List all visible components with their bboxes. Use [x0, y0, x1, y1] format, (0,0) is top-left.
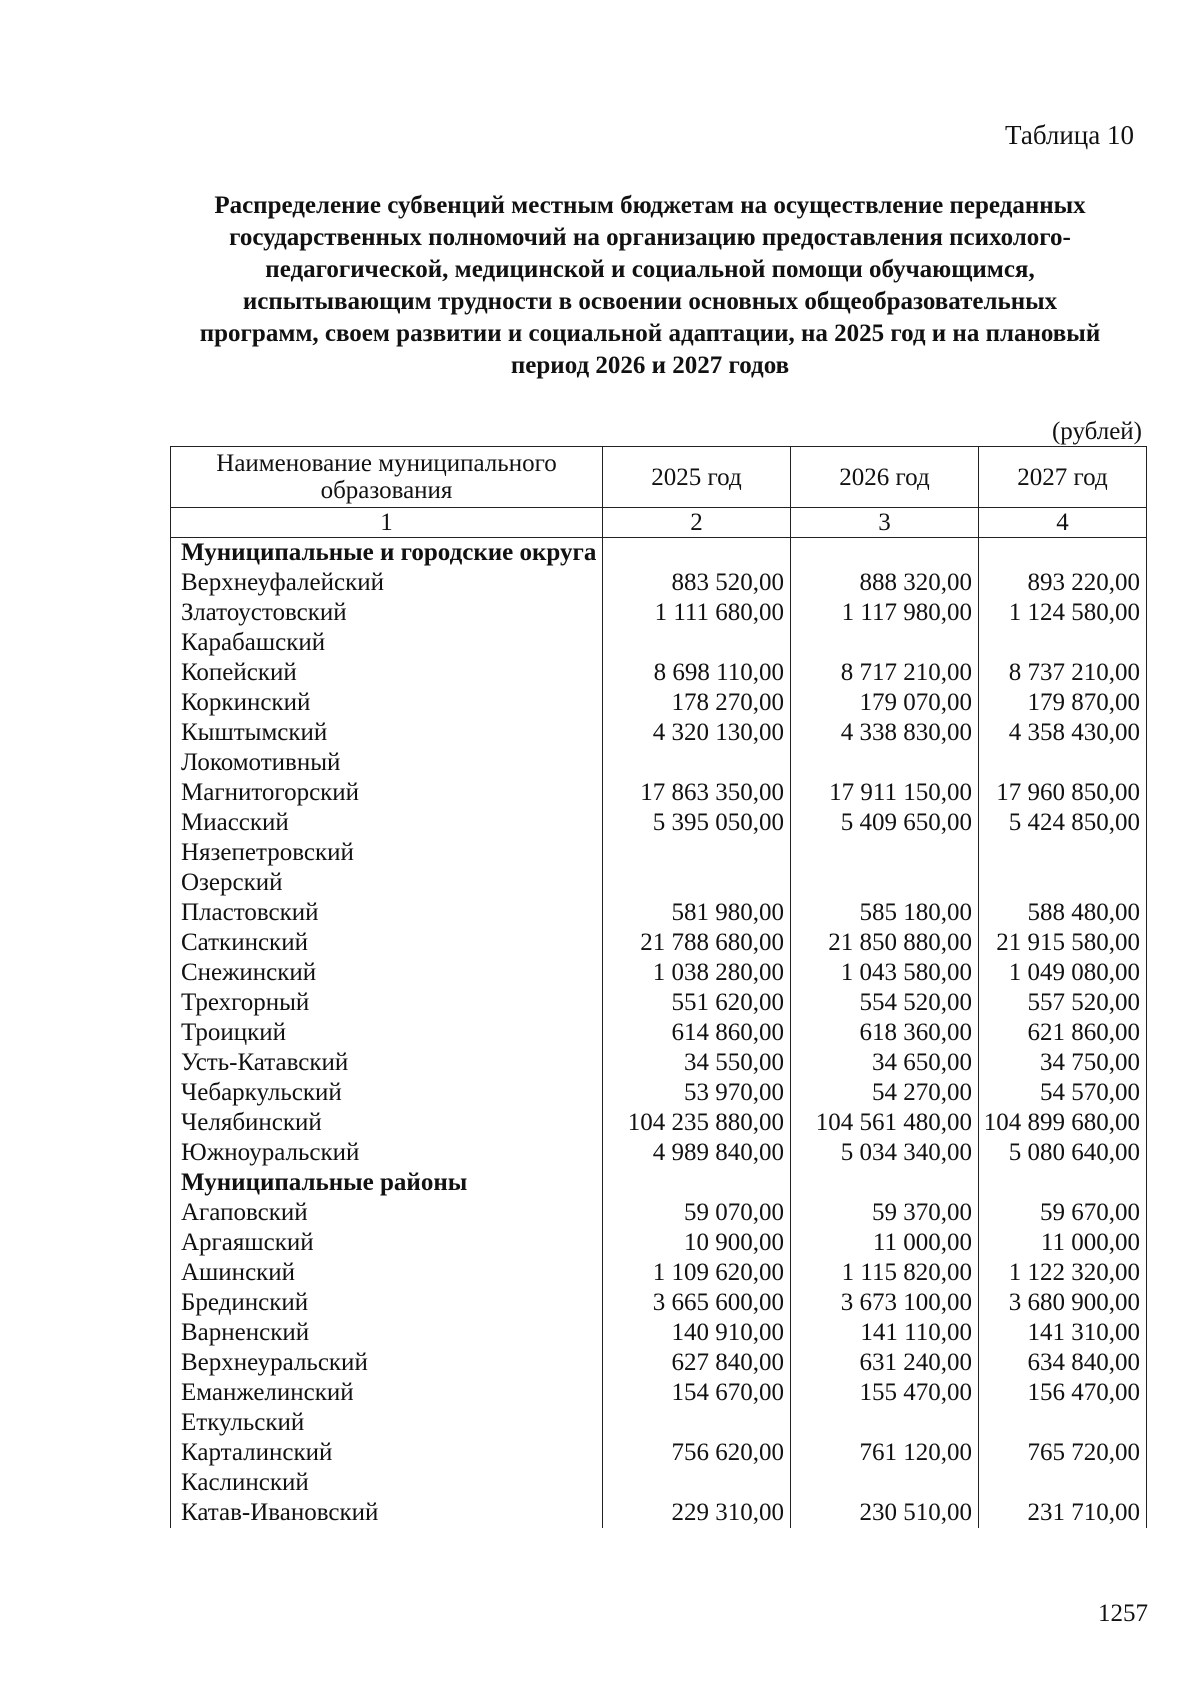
- amount-2026: 11 000,00: [791, 1228, 979, 1258]
- amount-2025: 756 620,00: [603, 1438, 791, 1468]
- amount-2027: 34 750,00: [979, 1048, 1147, 1078]
- municipality-name: Агаповский: [171, 1198, 603, 1228]
- title-line: программ, своем развитии и социальной адаптации, на 2025 год и на плановый: [199, 320, 1101, 347]
- amount-2027: [979, 628, 1147, 658]
- amount-2025: 8 698 110,00: [603, 658, 791, 688]
- amount-2025: [603, 1468, 791, 1498]
- municipality-name: Магнитогорский: [171, 778, 603, 808]
- empty-cell: [979, 538, 1147, 569]
- amount-2026: 59 370,00: [791, 1198, 979, 1228]
- amount-2026: 3 673 100,00: [791, 1288, 979, 1318]
- amount-2027: 21 915 580,00: [979, 928, 1147, 958]
- amount-2025: 3 665 600,00: [603, 1288, 791, 1318]
- amount-2027: 8 737 210,00: [979, 658, 1147, 688]
- amount-2025: 883 520,00: [603, 568, 791, 598]
- amount-2027: 5 424 850,00: [979, 808, 1147, 838]
- municipality-name: Миасский: [171, 808, 603, 838]
- municipality-name: Троицкий: [171, 1018, 603, 1048]
- table-row: [171, 568, 1147, 598]
- municipality-name: Южноуральский: [171, 1138, 603, 1168]
- amount-2026: 1 115 820,00: [791, 1258, 979, 1288]
- empty-cell: [791, 538, 979, 569]
- empty-cell: [603, 1168, 791, 1198]
- amount-2025: 154 670,00: [603, 1378, 791, 1408]
- amount-2026: 585 180,00: [791, 898, 979, 928]
- amount-2027: 3 680 900,00: [979, 1288, 1147, 1318]
- section-title: Муниципальные районы: [171, 1168, 603, 1198]
- amount-2025: 59 070,00: [603, 1198, 791, 1228]
- page-number: 1257: [1098, 1600, 1148, 1627]
- table-body: [171, 538, 1147, 1529]
- amount-2027: 4 358 430,00: [979, 718, 1147, 748]
- amount-2026: 618 360,00: [791, 1018, 979, 1048]
- amount-2026: [791, 1468, 979, 1498]
- amount-2027: [979, 1408, 1147, 1438]
- amount-2025: 1 038 280,00: [603, 958, 791, 988]
- table-row: [171, 1288, 1147, 1318]
- municipality-name: Карабашский: [171, 628, 603, 658]
- amount-2027: 634 840,00: [979, 1348, 1147, 1378]
- amount-2025: 140 910,00: [603, 1318, 791, 1348]
- amount-2025: 21 788 680,00: [603, 928, 791, 958]
- amount-2027: [979, 868, 1147, 898]
- title-line: Распределение субвенций местным бюджетам на осуществление переданных: [214, 192, 1086, 219]
- amount-2026: [791, 748, 979, 778]
- municipality-name: Катав-Ивановский: [171, 1498, 603, 1528]
- table-row: [171, 1318, 1147, 1348]
- municipality-name: Верхнеуральский: [171, 1348, 603, 1378]
- amount-2026: 5 409 650,00: [791, 808, 979, 838]
- header-2025: 2025 год: [603, 447, 791, 508]
- table-row: [171, 1498, 1147, 1528]
- document-title: [160, 190, 1140, 382]
- table-row: [171, 1258, 1147, 1288]
- amount-2025: 581 980,00: [603, 898, 791, 928]
- amount-2025: 53 970,00: [603, 1078, 791, 1108]
- amount-2027: [979, 838, 1147, 868]
- table-row: [171, 898, 1147, 928]
- amount-2025: 4 989 840,00: [603, 1138, 791, 1168]
- municipality-name: Аргаяшский: [171, 1228, 603, 1258]
- header-row: [171, 447, 1147, 508]
- municipality-name: Карталинский: [171, 1438, 603, 1468]
- table-row: [171, 628, 1147, 658]
- table-row: [171, 928, 1147, 958]
- header-2027: 2027 год: [979, 447, 1147, 508]
- section-title: Муниципальные и городские округа: [171, 538, 603, 569]
- amount-2025: 34 550,00: [603, 1048, 791, 1078]
- amount-2027: 54 570,00: [979, 1078, 1147, 1108]
- amount-2026: 5 034 340,00: [791, 1138, 979, 1168]
- subvention-table: [170, 446, 1147, 1528]
- municipality-name: Трехгорный: [171, 988, 603, 1018]
- amount-2026: 179 070,00: [791, 688, 979, 718]
- units-label: (рублей): [1051, 418, 1142, 445]
- table-row: [171, 1468, 1147, 1498]
- table-row: [171, 1048, 1147, 1078]
- amount-2027: [979, 1468, 1147, 1498]
- table-row: [171, 808, 1147, 838]
- amount-2027: 59 670,00: [979, 1198, 1147, 1228]
- amount-2025: 1 109 620,00: [603, 1258, 791, 1288]
- amount-2026: 1 043 580,00: [791, 958, 979, 988]
- amount-2026: [791, 1408, 979, 1438]
- table-row: [171, 1138, 1147, 1168]
- amount-2027: 179 870,00: [979, 688, 1147, 718]
- header-name: Наименование муниципального образования: [171, 447, 603, 508]
- municipality-name: Нязепетровский: [171, 838, 603, 868]
- amount-2027: 588 480,00: [979, 898, 1147, 928]
- amount-2026: [791, 838, 979, 868]
- municipality-name: Локомотивный: [171, 748, 603, 778]
- table-row: [171, 1378, 1147, 1408]
- amount-2026: 155 470,00: [791, 1378, 979, 1408]
- municipality-name: Копейский: [171, 658, 603, 688]
- amount-2026: 8 717 210,00: [791, 658, 979, 688]
- amount-2026: [791, 628, 979, 658]
- table-number: Таблица 10: [1005, 120, 1134, 150]
- column-number: 1: [171, 508, 603, 538]
- title-line: период 2026 и 2027 годов: [510, 352, 790, 379]
- table-row: [171, 1198, 1147, 1228]
- amount-2027: 621 860,00: [979, 1018, 1147, 1048]
- amount-2026: 54 270,00: [791, 1078, 979, 1108]
- amount-2027: 1 049 080,00: [979, 958, 1147, 988]
- amount-2027: 5 080 640,00: [979, 1138, 1147, 1168]
- amount-2025: [603, 628, 791, 658]
- empty-cell: [791, 1168, 979, 1198]
- amount-2026: 761 120,00: [791, 1438, 979, 1468]
- amount-2027: 156 470,00: [979, 1378, 1147, 1408]
- amount-2027: 104 899 680,00: [979, 1108, 1147, 1138]
- municipality-name: Верхнеуфалейский: [171, 568, 603, 598]
- municipality-name: Варненский: [171, 1318, 603, 1348]
- amount-2027: 1 122 320,00: [979, 1258, 1147, 1288]
- municipality-name: Еткульский: [171, 1408, 603, 1438]
- section-row: [171, 1168, 1147, 1198]
- empty-cell: [603, 538, 791, 569]
- municipality-name: Чебаркульский: [171, 1078, 603, 1108]
- title-line: государственных полномочий на организацию предоставления психолого-: [229, 224, 1071, 251]
- table-row: [171, 838, 1147, 868]
- amount-2027: 17 960 850,00: [979, 778, 1147, 808]
- title-line: испытывающим трудности в освоении основных общеобразовательных: [242, 288, 1058, 315]
- municipality-name: Ашинский: [171, 1258, 603, 1288]
- table-row: [171, 958, 1147, 988]
- amount-2025: [603, 868, 791, 898]
- amount-2025: 551 620,00: [603, 988, 791, 1018]
- amount-2027: 141 310,00: [979, 1318, 1147, 1348]
- column-number: 3: [791, 508, 979, 538]
- amount-2026: 21 850 880,00: [791, 928, 979, 958]
- title-line: педагогической, медицинской и социальной помощи обучающимся,: [265, 256, 1035, 283]
- table-row: [171, 1018, 1147, 1048]
- amount-2025: 229 310,00: [603, 1498, 791, 1528]
- amount-2025: 1 111 680,00: [603, 598, 791, 628]
- amount-2027: 765 720,00: [979, 1438, 1147, 1468]
- table-row: [171, 988, 1147, 1018]
- amount-2026: 34 650,00: [791, 1048, 979, 1078]
- amount-2026: 4 338 830,00: [791, 718, 979, 748]
- table-row: [171, 718, 1147, 748]
- municipality-name: Златоустовский: [171, 598, 603, 628]
- column-number: 4: [979, 508, 1147, 538]
- municipality-name: Саткинский: [171, 928, 603, 958]
- amount-2025: [603, 1408, 791, 1438]
- amount-2027: 1 124 580,00: [979, 598, 1147, 628]
- table-row: [171, 1108, 1147, 1138]
- column-number-row: [171, 508, 1147, 538]
- amount-2025: 614 860,00: [603, 1018, 791, 1048]
- amount-2025: 5 395 050,00: [603, 808, 791, 838]
- amount-2025: 17 863 350,00: [603, 778, 791, 808]
- amount-2025: 178 270,00: [603, 688, 791, 718]
- municipality-name: Брединский: [171, 1288, 603, 1318]
- municipality-name: Челябинский: [171, 1108, 603, 1138]
- amount-2026: 888 320,00: [791, 568, 979, 598]
- amount-2025: 10 900,00: [603, 1228, 791, 1258]
- amount-2026: 554 520,00: [791, 988, 979, 1018]
- table-row: [171, 1078, 1147, 1108]
- municipality-name: Озерский: [171, 868, 603, 898]
- table-row: [171, 778, 1147, 808]
- amount-2026: 230 510,00: [791, 1498, 979, 1528]
- amount-2027: 11 000,00: [979, 1228, 1147, 1258]
- header-2026: 2026 год: [791, 447, 979, 508]
- municipality-name: Каслинский: [171, 1468, 603, 1498]
- municipality-name: Еманжелинский: [171, 1378, 603, 1408]
- amount-2025: [603, 748, 791, 778]
- amount-2026: 17 911 150,00: [791, 778, 979, 808]
- amount-2027: 893 220,00: [979, 568, 1147, 598]
- amount-2025: 4 320 130,00: [603, 718, 791, 748]
- municipality-name: Усть-Катавский: [171, 1048, 603, 1078]
- table-row: [171, 688, 1147, 718]
- table-row: [171, 658, 1147, 688]
- amount-2026: 1 117 980,00: [791, 598, 979, 628]
- amount-2026: 141 110,00: [791, 1318, 979, 1348]
- amount-2025: [603, 838, 791, 868]
- municipality-name: Кыштымский: [171, 718, 603, 748]
- municipality-name: Снежинский: [171, 958, 603, 988]
- amount-2027: 231 710,00: [979, 1498, 1147, 1528]
- column-number: 2: [603, 508, 791, 538]
- amount-2025: 104 235 880,00: [603, 1108, 791, 1138]
- amount-2026: [791, 868, 979, 898]
- table-row: [171, 598, 1147, 628]
- table-row: [171, 748, 1147, 778]
- table-row: [171, 1408, 1147, 1438]
- amount-2026: 104 561 480,00: [791, 1108, 979, 1138]
- municipality-name: Коркинский: [171, 688, 603, 718]
- section-row: [171, 538, 1147, 569]
- table-row: [171, 1348, 1147, 1378]
- table-row: [171, 868, 1147, 898]
- table-row: [171, 1438, 1147, 1468]
- municipality-name: Пластовский: [171, 898, 603, 928]
- table-row: [171, 1228, 1147, 1258]
- empty-cell: [979, 1168, 1147, 1198]
- amount-2027: [979, 748, 1147, 778]
- amount-2026: 631 240,00: [791, 1348, 979, 1378]
- amount-2027: 557 520,00: [979, 988, 1147, 1018]
- amount-2025: 627 840,00: [603, 1348, 791, 1378]
